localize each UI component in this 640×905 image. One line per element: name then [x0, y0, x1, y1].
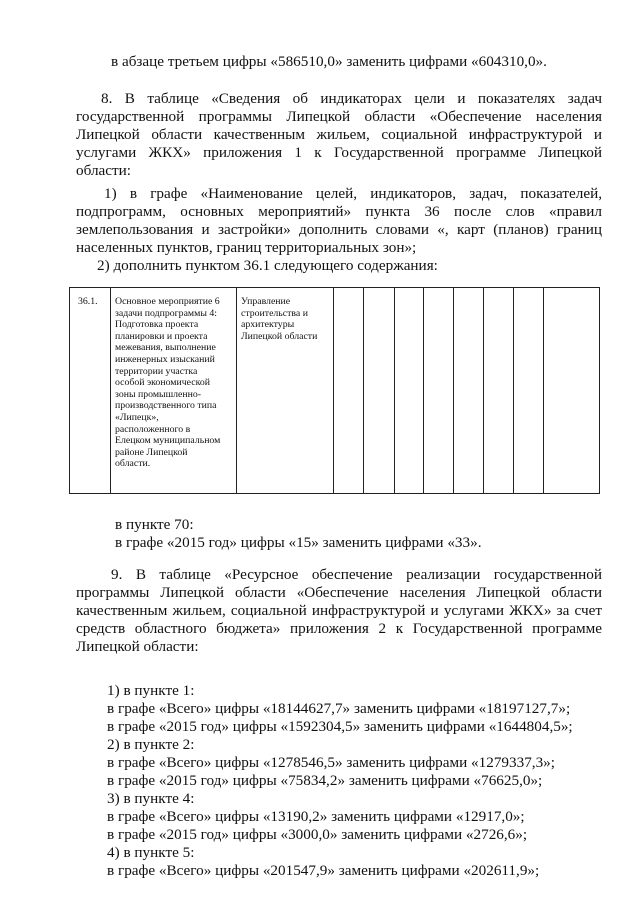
table-divider — [363, 288, 364, 493]
table-divider — [333, 288, 334, 493]
section9-line-1: 9. В таблице «Ресурсное обеспечение реализации государственной — [111, 566, 602, 583]
name-line: Подготовка проекта — [115, 319, 199, 331]
change-line: в графе «Всего» цифры «201547,9» заменить цифрами «202611,9»; — [107, 862, 540, 879]
indicator-table — [69, 287, 600, 494]
section8-line-3: Липецкой области качественным жильем, социальной инфраструктурой и — [76, 126, 602, 143]
point70-line: в графе «2015 год» цифры «15» заменить цифрами «33». — [115, 534, 482, 551]
table-divider — [236, 288, 237, 493]
executor-line: Управление — [241, 296, 291, 307]
point70-heading: в пункте 70: — [115, 516, 194, 533]
name-line: области. — [115, 458, 151, 470]
change-line: 2) в пункте 2: — [107, 736, 195, 753]
executor-line: строительства и — [241, 307, 308, 319]
section9-line-3: качественным жильем, социальной инфраструктурой и услугами ЖКХ» за счет — [76, 602, 602, 619]
name-line: планировки и проекта — [115, 330, 208, 342]
executor-line: архитектуры — [241, 319, 295, 331]
name-line: «Липецк», — [115, 411, 159, 423]
section9-line-2: программы Липецкой области «Обеспечение населения Липецкой области — [76, 584, 602, 601]
name-line: зоны промышленно- — [115, 388, 202, 400]
section8-line-1: 8. В таблице «Сведения об индикаторах цели и показателях задач — [101, 90, 602, 107]
item1-line-4: населенных пунктов, границ территориальных зон»; — [76, 239, 417, 256]
table-divider — [423, 288, 424, 493]
table-divider — [513, 288, 514, 493]
executor-line: Липецкой области — [241, 330, 318, 342]
item1-line-2: подпрограмм, основных мероприятий» пункта 36 после слов «правил — [76, 203, 602, 220]
section8-line-5: области: — [76, 162, 131, 179]
activity-name-cell — [115, 296, 220, 470]
section8-line-4: услугами ЖКХ» приложения 1 к Государственной программе Липецкой — [76, 144, 602, 161]
section8-line-2: государственной программы Липецкой области «Обеспечение населения — [76, 108, 602, 125]
change-line: в графе «Всего» цифры «13190,2» заменить цифрами «12917,0»; — [107, 808, 525, 825]
item1-line-1: 1) в графе «Наименование целей, индикаторов, задач, показателей, — [104, 185, 602, 202]
intro-line: в абзаце третьем цифры «586510,0» заменить цифрами «604310,0». — [111, 53, 547, 70]
name-line: районе Липецкой — [115, 446, 188, 458]
name-line: Елецком муниципальном — [115, 435, 221, 447]
table-divider — [394, 288, 395, 493]
name-line: задачи подпрограммы 4: — [115, 307, 217, 319]
name-line: инженерных изысканий — [115, 353, 215, 365]
table-divider — [453, 288, 454, 493]
item1-line-3: землепользования и застройки» дополнить словами «, карт (планов) границ — [76, 221, 602, 238]
section9-line-5: Липецкой области: — [76, 638, 199, 655]
table-divider — [110, 288, 111, 493]
section9-line-4: средств областного бюджета» приложения 2 к Государственной программе — [76, 620, 602, 637]
row-number: 36.1. — [78, 296, 98, 307]
table-divider — [543, 288, 544, 493]
name-line: особой экономической — [115, 377, 210, 389]
executor-cell — [241, 296, 317, 342]
change-line: в графе «Всего» цифры «18144627,7» заменить цифрами «18197127,7»; — [107, 700, 571, 717]
name-line: межевания, выполнение — [115, 342, 216, 354]
name-line: производственного типа — [115, 400, 217, 412]
change-line: в графе «2015 год» цифры «75834,2» заменить цифрами «76625,0»; — [107, 772, 543, 789]
change-line: 3) в пункте 4: — [107, 790, 195, 807]
change-line: 4) в пункте 5: — [107, 844, 195, 861]
change-line: в графе «2015 год» цифры «3000,0» заменить цифрами «2726,6»; — [107, 826, 528, 843]
table-divider — [483, 288, 484, 493]
name-line: расположенного в — [115, 423, 191, 435]
item2-line: 2) дополнить пунктом 36.1 следующего содержания: — [97, 257, 438, 274]
change-line: 1) в пункте 1: — [107, 682, 195, 699]
change-line: в графе «2015 год» цифры «1592304,5» заменить цифрами «1644804,5»; — [107, 718, 573, 735]
name-line: Основное мероприятие 6 — [115, 296, 220, 307]
change-line: в графе «Всего» цифры «1278546,5» заменить цифрами «1279337,3»; — [107, 754, 555, 771]
name-line: территории участка — [115, 365, 198, 377]
